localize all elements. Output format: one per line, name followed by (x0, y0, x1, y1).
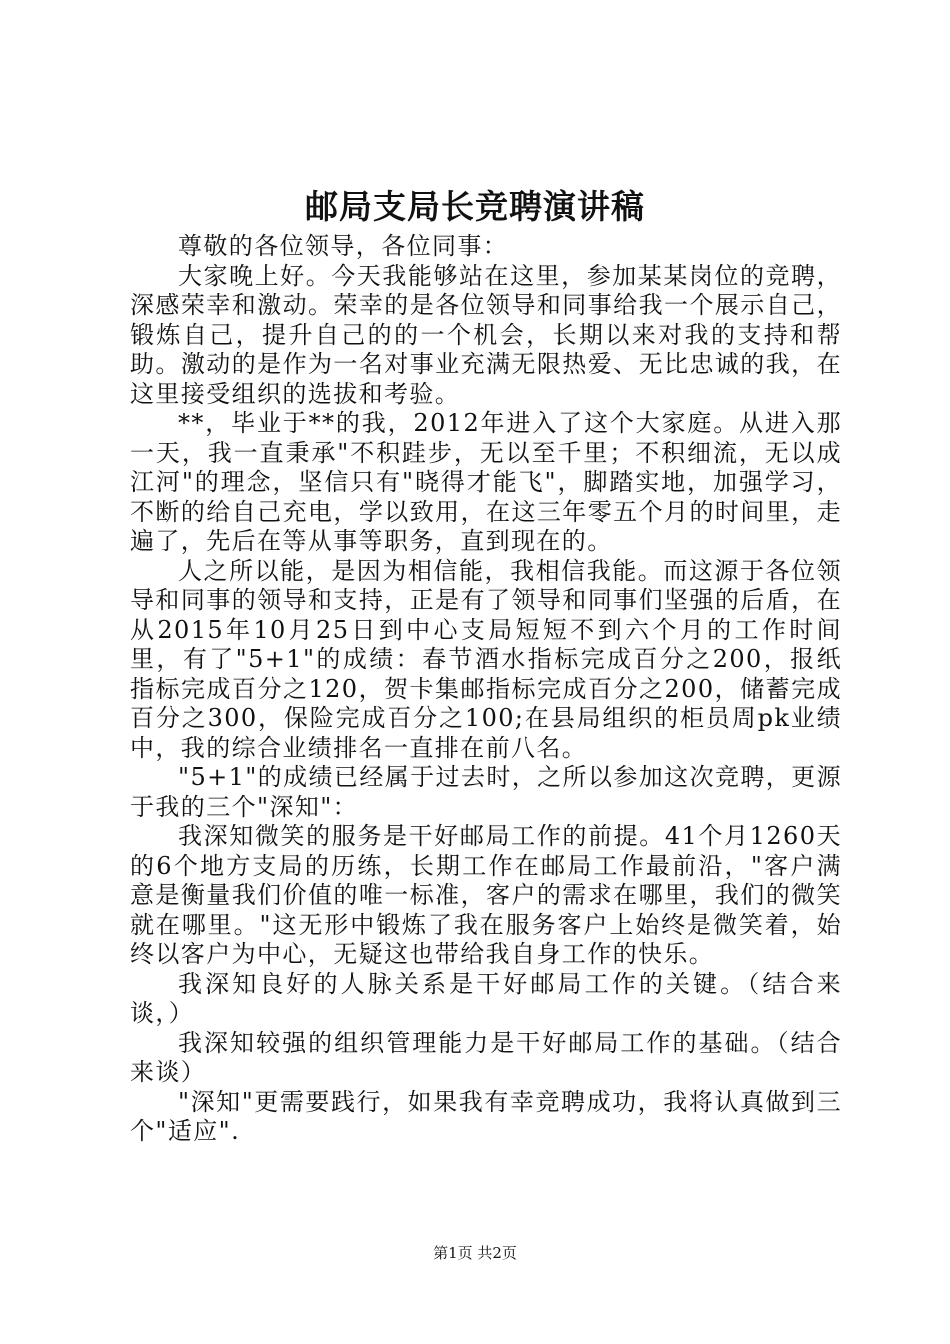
document-title: 邮局支局长竞聘演讲稿 (305, 187, 645, 226)
paragraph-insight-relations: 我深知良好的人脉关系是干好邮局工作的关键。（结合来谈，） (130, 969, 842, 1027)
paragraph-salutation: 尊敬的各位领导，各位同事： (178, 232, 509, 260)
paragraph-greeting: 大家晚上好。今天我能够站在这里，参加某某岗位的竞聘，深感荣幸和激动。荣幸的是各位领导和同事给我一个展示自己，锻炼自己，提升自己的的一个机会，长期以来对我的支持和帮助。激动的是作为一名对事业充满无限热爱、无比忠诚的我，在这里接受组织的选拔和考验。 (130, 261, 842, 408)
paragraph-practice: "深知"更需要践行，如果我有幸竞聘成功，我将认真做到三个"适应". (130, 1087, 842, 1145)
paragraph-achievements: 人之所以能，是因为相信能，我相信我能。而这源于各位领导和同事的领导和支持，正是有了领导和同事们坚强的后盾，在从2015年10月25日到中心支局短短不到六个月的工作时间里，有了"5+1"的成绩：春节酒水指标完成百分之200，报纸指标完成百分之120，贺卡集邮指标完成百分之200，储蓄完成百分之300，保险完成百分之100;在县局组织的柜员周pk业绩中，我的综合业绩排名一直排在前八名。 (130, 556, 842, 762)
paragraph-background: **，毕业于**的我，2012年进入了这个大家庭。从进入那一天，我一直秉承"不积跬步，无以至千里；不积细流，无以成江河"的理念，坚信只有"晓得才能飞"，脚踏实地，加强学习，不断的给自己充电，学以致用，在这三年零五个月的时间里，走遍了，先后在等从事等职务，直到现在的。 (130, 409, 842, 555)
paragraph-insight-management: 我深知较强的组织管理能力是干好邮局工作的基础。（结合来谈） (130, 1028, 842, 1086)
page-number: 第1页 共2页 (433, 1244, 517, 1262)
document-body (130, 232, 842, 1147)
paragraph-insight-service: 我深知微笑的服务是干好邮局工作的前提。41个月1260天的6个地方支局的历练，长期工作在邮局工作最前沿，"客户满意是衡量我们价值的唯一标准，客户的需求在哪里，我们的微笑就在哪里。"这无形中锻炼了我在服务客户上始终是微笑着，始终以客户为中心，无疑这也带给我自身工作的快乐。 (130, 822, 842, 968)
paragraph-three-insights: "5+1"的成绩已经属于过去时，之所以参加这次竞聘，更源于我的三个"深知"： (130, 763, 842, 821)
